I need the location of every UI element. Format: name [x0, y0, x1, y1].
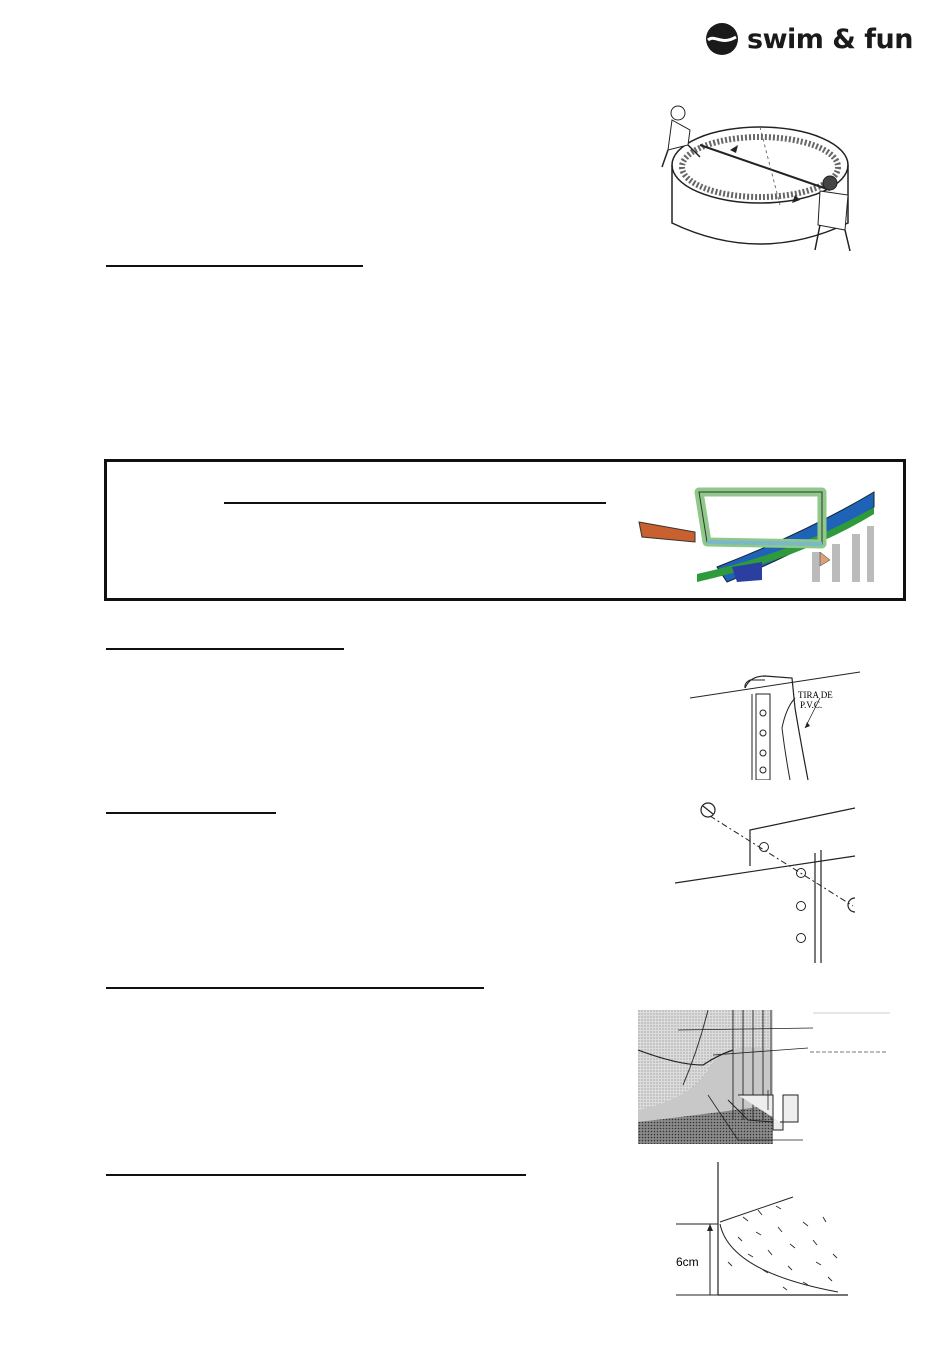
section-heading-underline-4: [106, 987, 484, 989]
callout-heading-underline: [224, 502, 606, 504]
pvc-strip-label-line2: P.V.C.: [800, 700, 823, 710]
sand-cove-liner-illustration: [638, 1010, 893, 1146]
pvc-strip-label-line1: TIRA DE: [798, 690, 833, 700]
section-heading-underline-5: [106, 1174, 526, 1176]
brand-logo: [705, 22, 913, 56]
sand-cove-height-diagram: [668, 1162, 853, 1302]
warning-callout-box: [104, 459, 906, 601]
screw-assembly-illustration: [675, 798, 860, 968]
hacksaw-cutting-rail-illustration: [637, 482, 877, 587]
section-heading-underline-1: [106, 265, 363, 267]
section-heading-underline-3: [106, 812, 276, 814]
pvc-strip-upright-illustration: [690, 668, 870, 780]
section-heading-underline-2: [106, 648, 344, 650]
pool-leveling-illustration: [660, 105, 860, 255]
brand-name: swim & fun: [747, 23, 913, 55]
swim-fun-logo-icon: [705, 22, 739, 56]
cove-height-label: 6cm: [676, 1255, 699, 1269]
